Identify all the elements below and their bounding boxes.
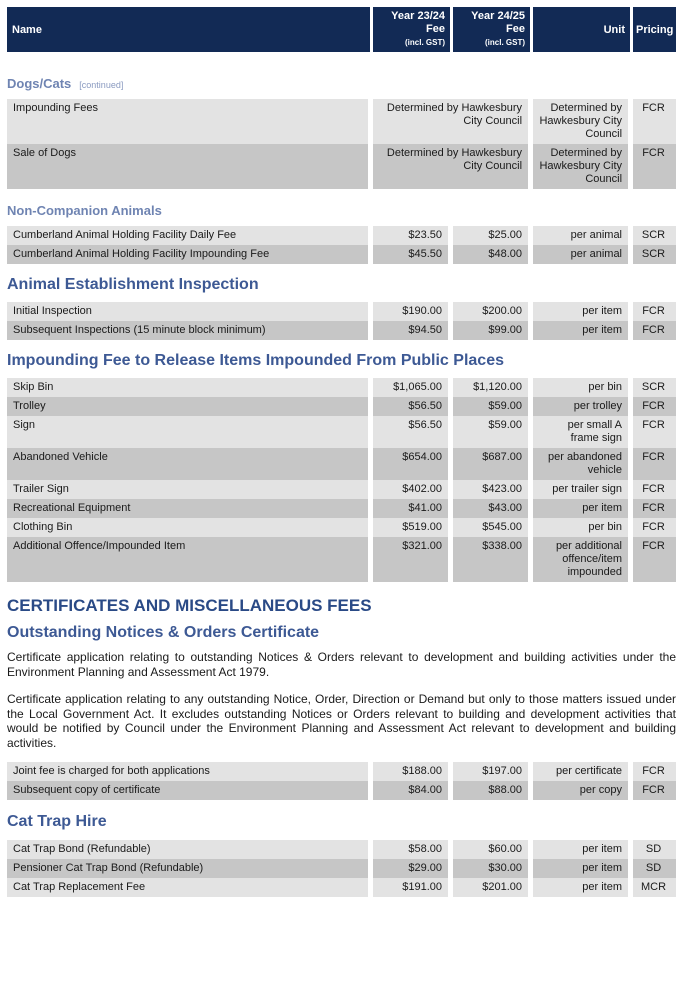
row-name: Cat Trap Bond (Refundable) bbox=[7, 840, 373, 859]
section-title-non-companion: Non-Companion Animals bbox=[7, 203, 162, 218]
row-unit: per small A frame sign bbox=[533, 416, 633, 448]
row-unit: per animal bbox=[533, 245, 633, 264]
row-unit: per certificate bbox=[533, 762, 633, 781]
row-fee-2324: $29.00 bbox=[373, 859, 453, 878]
row-pricing: FCR bbox=[633, 416, 676, 448]
table-row bbox=[7, 397, 676, 416]
header-year2-fee: Fee bbox=[506, 23, 525, 35]
row-fee: Determined by Hawkesbury City Council bbox=[373, 144, 533, 189]
row-fee-2425: $48.00 bbox=[453, 245, 533, 264]
row-fee-2425: $197.00 bbox=[453, 762, 533, 781]
row-pricing: FCR bbox=[633, 321, 676, 340]
section-title-impounding: Impounding Fee to Release Items Impounded From Public Places bbox=[7, 352, 504, 369]
header-year2 bbox=[453, 7, 533, 52]
row-name: Additional Offence/Impounded Item bbox=[7, 537, 373, 582]
row-fee-2324: $321.00 bbox=[373, 537, 453, 582]
row-unit: per trailer sign bbox=[533, 480, 633, 499]
row-pricing: SCR bbox=[633, 226, 676, 245]
row-name: Recreational Equipment bbox=[7, 499, 373, 518]
row-fee-2324: $191.00 bbox=[373, 878, 453, 897]
row-name: Pensioner Cat Trap Bond (Refundable) bbox=[7, 859, 373, 878]
section-title-establishment: Animal Establishment Inspection bbox=[7, 276, 259, 293]
row-fee-2324: $402.00 bbox=[373, 480, 453, 499]
row-unit: Determined by Hawkesbury City Council bbox=[533, 144, 633, 189]
row-pricing: SD bbox=[633, 859, 676, 878]
row-fee-2425: $545.00 bbox=[453, 518, 533, 537]
table-row bbox=[7, 480, 676, 499]
row-pricing: FCR bbox=[633, 448, 676, 480]
row-fee-2425: $423.00 bbox=[453, 480, 533, 499]
table-row bbox=[7, 144, 676, 189]
table-row bbox=[7, 378, 676, 397]
table-row bbox=[7, 878, 676, 897]
row-fee-2425: $25.00 bbox=[453, 226, 533, 245]
row-fee-2425: $99.00 bbox=[453, 321, 533, 340]
header-year1-fee: Fee bbox=[426, 23, 445, 35]
row-pricing: MCR bbox=[633, 878, 676, 897]
table-row bbox=[7, 302, 676, 321]
establishment-table bbox=[7, 302, 676, 340]
row-name: Trailer Sign bbox=[7, 480, 373, 499]
row-fee-2324: $1,065.00 bbox=[373, 378, 453, 397]
row-name: Initial Inspection bbox=[7, 302, 373, 321]
row-fee-2425: $201.00 bbox=[453, 878, 533, 897]
row-fee-2324: $188.00 bbox=[373, 762, 453, 781]
non-companion-table bbox=[7, 226, 676, 264]
table-row bbox=[7, 499, 676, 518]
header-year1-label: Year 23/24 bbox=[391, 10, 445, 22]
row-name: Skip Bin bbox=[7, 378, 373, 397]
row-fee-2324: $56.50 bbox=[373, 416, 453, 448]
fee-schedule-page bbox=[7, 7, 676, 897]
row-name: Sale of Dogs bbox=[7, 144, 373, 189]
header-year1-gst: (incl. GST) bbox=[405, 38, 445, 47]
table-row bbox=[7, 762, 676, 781]
impounding-table bbox=[7, 378, 676, 582]
header-name: Name bbox=[7, 7, 373, 52]
row-fee-2324: $94.50 bbox=[373, 321, 453, 340]
row-name: Cumberland Animal Holding Facility Impounding Fee bbox=[7, 245, 373, 264]
row-name: Subsequent copy of certificate bbox=[7, 781, 373, 800]
dogs-cats-table bbox=[7, 99, 676, 189]
row-unit: per item bbox=[533, 321, 633, 340]
fee-table-header bbox=[7, 7, 676, 52]
row-fee-2425: $200.00 bbox=[453, 302, 533, 321]
row-pricing: FCR bbox=[633, 397, 676, 416]
cat-trap-table bbox=[7, 840, 676, 897]
row-pricing: FCR bbox=[633, 499, 676, 518]
section-title-notices: Outstanding Notices & Orders Certificate bbox=[7, 624, 320, 641]
row-unit: per copy bbox=[533, 781, 633, 800]
row-fee-2324: $58.00 bbox=[373, 840, 453, 859]
section-title-dogs-cats bbox=[7, 76, 676, 91]
row-name: Cat Trap Replacement Fee bbox=[7, 878, 373, 897]
row-pricing: SCR bbox=[633, 378, 676, 397]
section-title-cat-trap: Cat Trap Hire bbox=[7, 813, 107, 830]
row-unit: per item bbox=[533, 878, 633, 897]
row-unit: per trolley bbox=[533, 397, 633, 416]
row-pricing: FCR bbox=[633, 781, 676, 800]
row-fee-2324: $190.00 bbox=[373, 302, 453, 321]
row-unit: per item bbox=[533, 302, 633, 321]
row-fee-2425: $687.00 bbox=[453, 448, 533, 480]
table-row bbox=[7, 537, 676, 582]
row-unit: Determined by Hawkesbury City Council bbox=[533, 99, 633, 144]
notices-table bbox=[7, 762, 676, 800]
row-unit: per item bbox=[533, 499, 633, 518]
row-pricing: FCR bbox=[633, 518, 676, 537]
row-fee-2425: $60.00 bbox=[453, 840, 533, 859]
table-row bbox=[7, 518, 676, 537]
table-row bbox=[7, 245, 676, 264]
row-pricing: FCR bbox=[633, 762, 676, 781]
row-unit: per item bbox=[533, 840, 633, 859]
section-title-certificates: CERTIFICATES AND MISCELLANEOUS FEES bbox=[7, 596, 372, 615]
table-row bbox=[7, 416, 676, 448]
section-title-text: Dogs/Cats bbox=[7, 76, 72, 91]
row-pricing: FCR bbox=[633, 144, 676, 189]
row-unit: per bin bbox=[533, 378, 633, 397]
row-pricing: FCR bbox=[633, 537, 676, 582]
row-fee-2324: $654.00 bbox=[373, 448, 453, 480]
row-fee-2324: $45.50 bbox=[373, 245, 453, 264]
row-unit: per item bbox=[533, 859, 633, 878]
row-unit: per abandoned vehicle bbox=[533, 448, 633, 480]
notices-paragraph-2: Certificate application relating to any outstanding Notice, Order, Direction or Demand but only to those matters issued under the Local Government Act. It excludes outstanding Notices or Orders relevant to building and development activities that would be notified by Council under the Environment Planning and Assessment Act relevant to development and building activities. bbox=[7, 692, 676, 750]
row-fee-2425: $30.00 bbox=[453, 859, 533, 878]
row-pricing: SD bbox=[633, 840, 676, 859]
table-row bbox=[7, 226, 676, 245]
row-fee: Determined by Hawkesbury City Council bbox=[373, 99, 533, 144]
row-name: Impounding Fees bbox=[7, 99, 373, 144]
row-name: Joint fee is charged for both applications bbox=[7, 762, 373, 781]
continued-label: [continued] bbox=[79, 80, 124, 90]
row-name: Trolley bbox=[7, 397, 373, 416]
table-row bbox=[7, 448, 676, 480]
row-fee-2425: $59.00 bbox=[453, 416, 533, 448]
row-fee-2425: $338.00 bbox=[453, 537, 533, 582]
row-fee-2324: $84.00 bbox=[373, 781, 453, 800]
row-fee-2324: $56.50 bbox=[373, 397, 453, 416]
row-fee-2425: $43.00 bbox=[453, 499, 533, 518]
row-fee-2425: $88.00 bbox=[453, 781, 533, 800]
row-pricing: FCR bbox=[633, 302, 676, 321]
row-fee-2425: $59.00 bbox=[453, 397, 533, 416]
row-name: Clothing Bin bbox=[7, 518, 373, 537]
row-unit: per additional offence/item impounded bbox=[533, 537, 633, 582]
header-year2-gst: (incl. GST) bbox=[485, 38, 525, 47]
row-fee-2324: $519.00 bbox=[373, 518, 453, 537]
row-pricing: FCR bbox=[633, 99, 676, 144]
header-year1 bbox=[373, 7, 453, 52]
table-row bbox=[7, 840, 676, 859]
row-fee-2324: $41.00 bbox=[373, 499, 453, 518]
table-row bbox=[7, 99, 676, 144]
header-unit: Unit bbox=[533, 7, 633, 52]
row-pricing: SCR bbox=[633, 245, 676, 264]
row-pricing: FCR bbox=[633, 480, 676, 499]
row-name: Abandoned Vehicle bbox=[7, 448, 373, 480]
row-unit: per bin bbox=[533, 518, 633, 537]
header-year2-label: Year 24/25 bbox=[471, 10, 525, 22]
row-fee-2425: $1,120.00 bbox=[453, 378, 533, 397]
row-unit: per animal bbox=[533, 226, 633, 245]
header-pricing: Pricing bbox=[633, 7, 676, 52]
table-row bbox=[7, 321, 676, 340]
table-row bbox=[7, 781, 676, 800]
row-name: Subsequent Inspections (15 minute block minimum) bbox=[7, 321, 373, 340]
row-fee-2324: $23.50 bbox=[373, 226, 453, 245]
row-name: Sign bbox=[7, 416, 373, 448]
row-name: Cumberland Animal Holding Facility Daily Fee bbox=[7, 226, 373, 245]
notices-paragraph-1: Certificate application relating to outstanding Notices & Orders relevant to development and building activities under the Environment Planning and Assessment Act 1979. bbox=[7, 650, 676, 679]
table-row bbox=[7, 859, 676, 878]
